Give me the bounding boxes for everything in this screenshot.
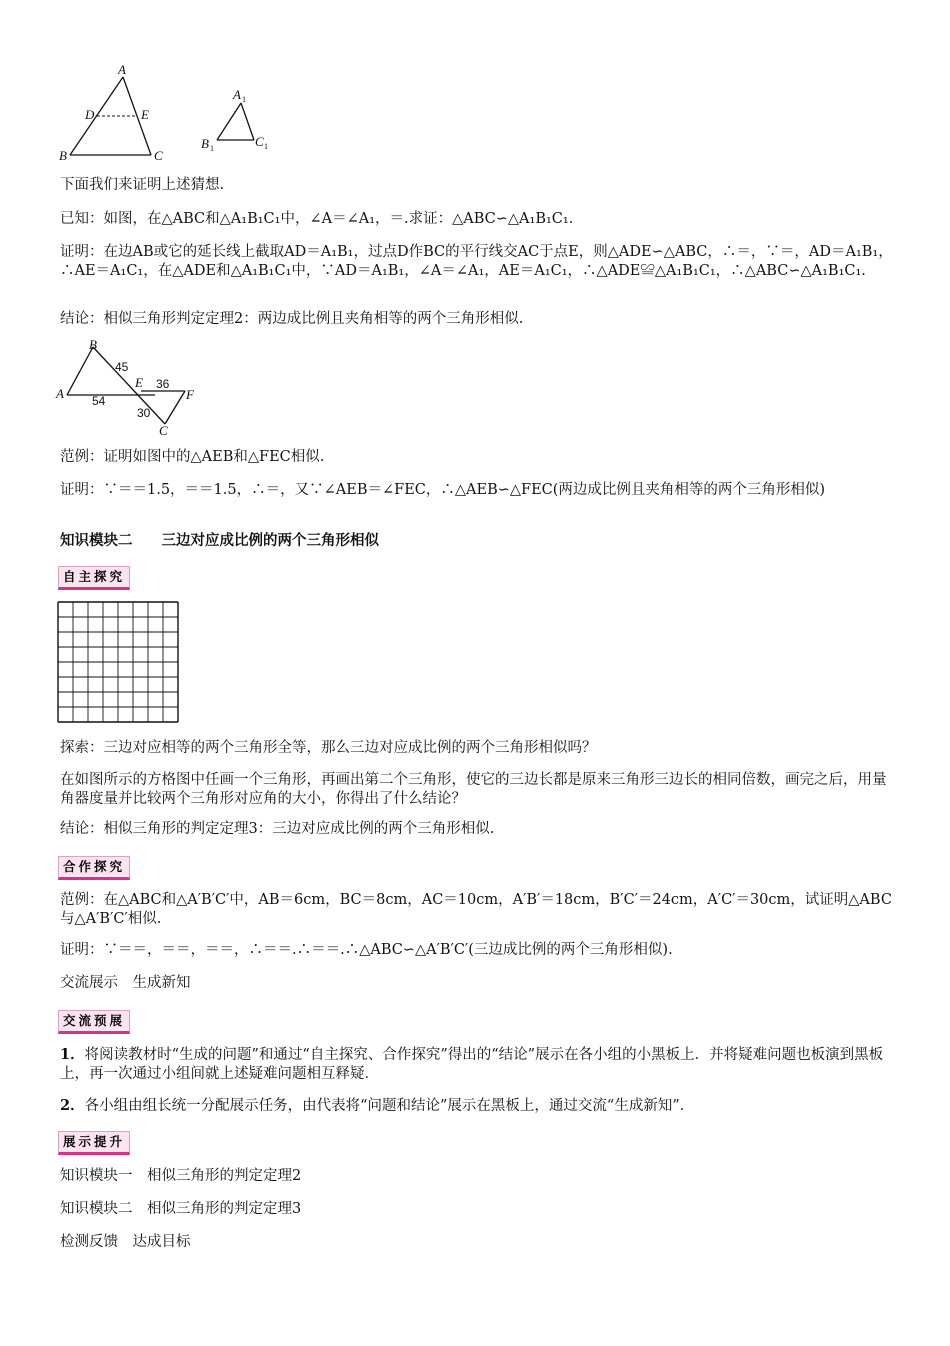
label2-a: A [56,386,64,401]
label2-e: E [135,375,143,390]
label-a1: A [233,87,241,102]
label-d: D [85,107,95,122]
intro-text: 下面我们来证明上述猜想. [60,177,225,193]
grid-paper [57,601,179,727]
item-1-number: 1． [60,1046,85,1063]
label-b1-sub: 1 [210,144,214,153]
label2-b: B [89,337,97,352]
length-be: 45 [115,360,129,374]
exchange-item-1 [60,1045,895,1084]
label-c1-sub: 1 [264,142,268,151]
exchange-subtitle: 交流展示 生成新知 [60,975,191,991]
item-1-text: 将阅读教材时“生成的问题”和通过“自主探究、合作探究”得出的“结论”展示在各小组的小黑板上．并将疑难问题也板演到黑板上，再一次通过小组间就上述疑难问题相互释疑． [60,1047,884,1082]
display-line-2: 知识模块二 相似三角形的判定定理3 [60,1201,302,1217]
label2-f: F [186,387,194,402]
exchange-item-2 [60,1096,895,1116]
label2-c: C [159,423,168,437]
module2-title: 知识模块二 三边对应成比例的两个三角形相似 [60,533,379,549]
length-ae: 54 [92,394,106,408]
example2-question: 范例：在△ABC和△A′B′C′中，AB＝6cm，BC＝8cm，AC＝10cm，A′B′＝18cm，B′C′＝24cm，A′C′＝30cm，试证明△ABC与△A′B′C′相似. [60,892,892,927]
conclusion-theorem3: 结论：相似三角形的判定定理3：三边对应成比例的两个三角形相似. [60,821,495,837]
display-line-3: 检测反馈 达成目标 [60,1234,191,1250]
explore-question: 探索：三边对应相等的两个三角形全等，那么三边对应成比例的两个三角形相似吗？ [60,740,597,756]
length-ec: 30 [137,406,151,420]
figure-triangles-abc [55,60,285,170]
example1-question: 范例：证明如图中的△AEB和△FEC相似. [60,449,325,465]
known-text: 已知：如图，在△ABC和△A₁B₁C₁中，∠A＝∠A₁，＝.求证：△ABC∽△A₁B₁C₁. [60,211,574,227]
proof-text: 证明：在边AB或它的延长线上截取AD＝A₁B₁，过点D作BC的平行线交AC于点E，则△ADE∽△ABC，∴＝，∵＝，AD＝A₁B₁，∴AE＝A₁C₁，在△ADE和△A₁B₁C₁中，∵AD＝A₁B₁，∠A＝∠A₁，AE＝A₁C₁，∴△ADE≌△A₁B₁C₁，∴△ABC∽△A₁B₁C₁. [60,244,893,279]
tag-display-improve: 展示提升 [58,1131,130,1155]
figure-triangles-aeb-fec [55,337,215,437]
label-b1: B [201,136,209,151]
label-a: A [118,62,126,77]
label-b: B [59,148,67,163]
item-2-text: 各小组由组长统一分配展示任务，由代表将“问题和结论”展示在黑板上，通过交流“生成新知”． [84,1098,695,1114]
tag-self-explore: 自主探究 [58,566,130,590]
label-c1: C [255,134,264,149]
conclusion-theorem2: 结论：相似三角形判定定理2：两边成比例且夹角相等的两个三角形相似. [60,311,524,327]
item-2-number: 2． [60,1097,85,1114]
example2-proof: 证明：∵＝＝，＝＝，＝＝，∴＝＝.∴＝＝.∴△ABC∽△A′B′C′(三边成比例的两个三角形相似). [60,942,673,958]
tag-exchange-preview: 交流预展 [58,1010,130,1034]
example1-proof: 证明：∵＝＝1.5，＝＝1.5，∴＝，又∵∠AEB＝∠FEC，∴△AEB∽△FEC(两边成比例且夹角相等的两个三角形相似) [60,482,826,498]
display-line-1: 知识模块一 相似三角形的判定定理2 [60,1168,302,1184]
label-e: E [141,107,149,122]
length-ef: 36 [156,377,170,391]
label-c: C [154,148,163,163]
label-a1-sub: 1 [242,95,246,104]
tag-coop-explore: 合作探究 [58,856,130,880]
explore-instruction: 在如图所示的方格图中任画一个三角形，再画出第二个三角形，使它的三边长都是原来三角形三边长的相同倍数，画完之后，用量角器度量并比较两个三角形对应角的大小，你得出了什么结论？ [60,772,887,807]
